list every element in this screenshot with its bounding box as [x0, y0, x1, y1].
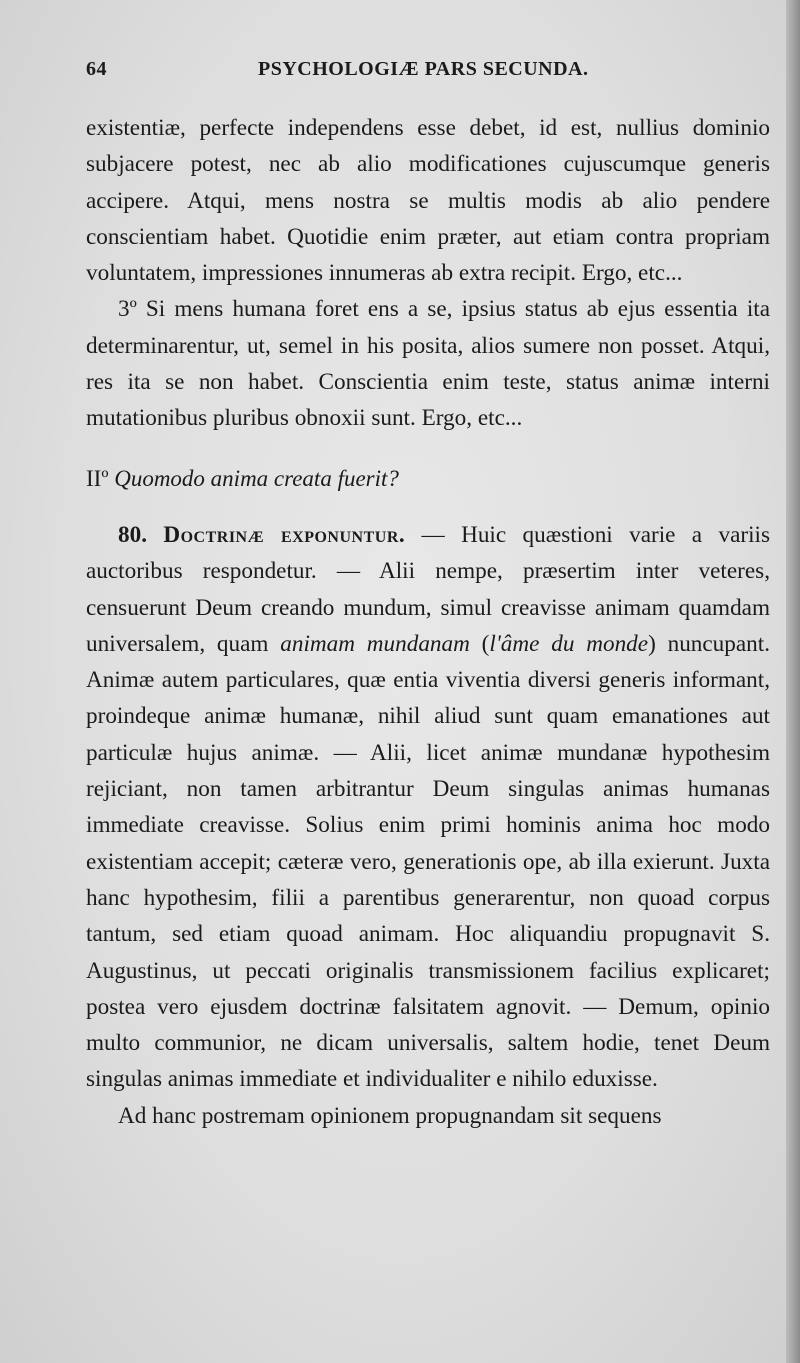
body-text	[86, 110, 770, 1134]
subheading	[86, 461, 770, 497]
section-text-italic-1: animam mundanam	[280, 630, 470, 657]
section-text-c: ) nuncupant. Animæ autem particulares, quæ entia viventia diversi generis informant, proindeque animæ humanæ, nihil aliud sunt quam emanationes aut particulæ hujus animæ. — Alii, licet animæ mundanæ hypothesim rejiciant, non tamen arbitrantur Deum singulas animas humanas immediate creavisse. Solius enim primi hominis anima hoc modo existentiam accepit; cæteræ vero, generationis ope, ab illa exierunt. Juxta hanc hypothesim, filii a parentibus generarentur, non quoad corpus tantum, sed etiam quoad animam. Hoc aliquandiu propugnavit S. Augustinus, ut peccati originalis transmissionem facilius explicaret; postea vero ejusdem doctrinæ falsitatem agnovit. — Demum, opinio multo communior, ne dicam universalis, saltem hodie, tenet Deum singulas animas immediate et individualiter e nihilo eduxisse.	[86, 630, 770, 1093]
section-number: 80.	[118, 521, 147, 548]
subheading-number: IIº	[86, 465, 109, 491]
paragraph-point-3: 3º Si mens humana foret ens a se, ipsius status ab ejus essentia ita determinarentur, ut, semel in his posita, alios sumere non posset. Atqui, res ita se non habet. Conscientia enim teste, status animæ interni mutationibus pluribus obnoxii sunt. Ergo, etc...	[86, 296, 770, 432]
section-text-b: (	[469, 630, 490, 657]
paragraph-continuation: existentiæ, perfecte independens esse debet, id est, nullius dominio subjacere potest, nec ab alio modificationes cujuscumque generis accipere. Atqui, mens nostra se multis modis ab alio pendere conscientiam habet. Quotidie enim præter, aut etiam contra propriam voluntatem, impressiones innumeras ab extra recipit. Ergo, etc...	[86, 115, 770, 287]
subheading-title: Quomodo anima creata fuerit?	[114, 465, 399, 491]
section-80-paragraph	[86, 517, 770, 1098]
page-number: 64	[86, 58, 107, 80]
running-header	[86, 58, 726, 88]
paragraph-final: Ad hanc postremam opinionem propugnandam sit sequens	[118, 1102, 662, 1129]
section-text-italic-2: l'âme du monde	[489, 630, 649, 657]
running-title: PSYCHOLOGIÆ PARS SECUNDA.	[258, 58, 589, 80]
book-spine-shadow	[786, 0, 800, 1363]
section-text-a: — Huic quæstioni varie a variis auctoribus respondetur. — Alii nempe, præsertim inter veteres, censuerunt Deum creando mundum, simul creavisse animam quamdam universalem, quam	[86, 521, 770, 657]
section-title: Doctrinæ exponuntur.	[163, 521, 406, 548]
